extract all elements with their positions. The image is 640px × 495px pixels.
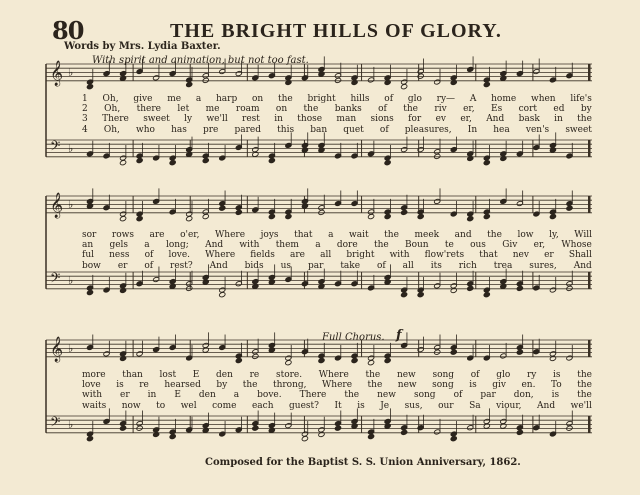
lyric-syllable: the (577, 390, 592, 401)
lyric-syllable: waits (82, 400, 107, 411)
note-head (384, 160, 391, 166)
note-head (120, 216, 127, 222)
lyric-syllable: don, (513, 390, 534, 401)
lyric-syllable: den (216, 370, 233, 380)
lyric-syllable: that (294, 230, 313, 240)
lyric-line (82, 250, 592, 260)
lyric-syllable: And (537, 400, 556, 411)
note-head (516, 349, 523, 355)
note-head (318, 358, 325, 364)
lyric-syllable: ness (109, 250, 130, 261)
note-head (483, 214, 490, 220)
lyric-syllable: our (438, 400, 454, 411)
lyric-syllable: bright (307, 94, 336, 104)
lyric-syllable: Je (380, 400, 390, 411)
note-head (401, 84, 408, 90)
lyric-syllable: er, (533, 240, 546, 251)
note-head (252, 353, 259, 359)
lyric-syllable: viour, (496, 400, 522, 411)
lyric-syllable: 1 (82, 94, 88, 104)
lyric-syllable: is (116, 380, 124, 391)
lyric-line (82, 380, 592, 390)
note-head (467, 216, 474, 222)
lyric-syllable: And (205, 240, 224, 251)
lyric-line (82, 125, 592, 135)
note-head (219, 205, 226, 211)
lyric-syllable: glo (496, 370, 511, 380)
lyrics-block (82, 370, 592, 411)
note-head (285, 214, 292, 220)
note-head (434, 153, 441, 159)
note-head (368, 360, 375, 366)
note-head (368, 214, 375, 220)
note-head (334, 425, 341, 431)
lyric-syllable: in (274, 114, 283, 125)
lyric-syllable: who (136, 124, 155, 135)
lyric-syllable: Oh, (102, 94, 119, 104)
lyric-syllable: the (367, 380, 383, 391)
lyric-syllable: take (340, 260, 361, 271)
lyric-syllable: the (344, 390, 360, 401)
lyric-syllable: joys (260, 230, 279, 240)
lyric-syllable: trea (493, 260, 513, 271)
lyric-syllable: pleasures, (404, 124, 452, 135)
note-head (566, 285, 573, 291)
note-head (450, 436, 457, 442)
lyric-syllable: with (389, 250, 410, 261)
lyric-syllable: te (444, 240, 454, 251)
lyric-syllable: of (453, 390, 463, 401)
note-head (417, 292, 424, 298)
lyric-syllable: harp (216, 94, 238, 104)
lyric-syllable: In (467, 124, 478, 135)
lyric-syllable: E (174, 390, 181, 401)
lyric-syllable: quet (343, 124, 364, 135)
lyric-syllable: And (486, 114, 505, 125)
note-head (202, 158, 209, 164)
lyric-syllable: meek (414, 230, 440, 240)
lyric-syllable: is (469, 380, 477, 391)
footer-note: Composed for the Baptist S. S. Union Anniversary, 1862. (205, 457, 521, 468)
lyric-line (82, 230, 592, 240)
lyric-syllable: store. (275, 370, 303, 380)
lyric-syllable: Sa (469, 400, 481, 411)
lyric-syllable: ry— (436, 94, 456, 104)
lyric-syllable: the (577, 370, 592, 380)
lyric-syllable: me (167, 94, 182, 104)
lyric-syllable: rest? (170, 260, 193, 271)
lyric-syllable: the (365, 370, 381, 380)
lyric-syllable: ven's (525, 124, 550, 135)
lyric-syllable: low (517, 230, 534, 240)
lyric-syllable: hearsed (164, 380, 201, 391)
note-head (483, 160, 490, 166)
lyric-syllable: ev (435, 114, 446, 125)
lyric-syllable: There (299, 390, 327, 401)
tempo-marking: With spirit and animation, but not too fast. (92, 55, 309, 66)
lyrics-block (82, 94, 592, 135)
note-head (384, 358, 391, 364)
note-head (268, 158, 275, 164)
lyric-syllable: its (430, 260, 442, 271)
lyric-syllable: let (177, 104, 190, 115)
lyric-syllable: new (397, 380, 417, 391)
lyric-syllable: hills (350, 94, 370, 104)
page-number: 80 (52, 16, 84, 45)
note-head (86, 436, 93, 442)
note-head (401, 429, 408, 435)
lyric-syllable: flow'rets (424, 250, 465, 261)
lyric-syllable: hea (493, 124, 510, 135)
lyric-syllable: dore (336, 240, 358, 251)
lyric-syllable: the (384, 230, 399, 240)
lyric-syllable: me (205, 104, 220, 115)
flat-icon: ♭ (68, 418, 74, 431)
note-head (401, 209, 408, 215)
lyric-syllable: sweet (565, 124, 592, 135)
lyric-syllable: And (573, 260, 592, 271)
lyric-syllable: them (275, 240, 299, 251)
lyric-syllable: the (577, 380, 592, 391)
note-head (368, 434, 375, 440)
note-head (285, 360, 292, 366)
lyric-syllable: ban (310, 124, 328, 135)
note-head (169, 160, 176, 166)
lyric-syllable: Where (205, 250, 236, 261)
lyric-syllable: sweet (143, 114, 170, 125)
treble-clef-icon: 𝄞 (50, 61, 64, 86)
lyric-syllable: a (144, 240, 150, 251)
lyric-syllable: re (249, 370, 260, 380)
lyric-syllable: ly (184, 114, 193, 125)
lyric-syllable: roam (235, 104, 260, 115)
note-head (169, 434, 176, 440)
lyric-syllable: giv (492, 380, 506, 391)
lyric-syllable: Oh, (104, 104, 121, 115)
lyric-syllable: Will (574, 230, 592, 240)
lyric-syllable: er, (463, 104, 475, 115)
note-head (186, 216, 193, 222)
lyric-syllable: life's (570, 94, 592, 104)
lyric-syllable: den (198, 390, 216, 401)
lyric-syllable: 2 (82, 104, 88, 115)
lyric-syllable: pre (202, 124, 219, 135)
lyric-syllable: wel (180, 400, 197, 411)
lyric-syllable: Where (215, 230, 246, 240)
lyric-syllable: the (242, 380, 258, 391)
lyric-syllable: E (192, 370, 200, 380)
lyric-syllable: us (280, 260, 292, 271)
lyric-syllable: the (278, 94, 293, 104)
lyric-syllable: now (121, 400, 141, 411)
bass-clef-icon: 𝄢 (50, 414, 61, 433)
lyric-syllable: is (553, 370, 561, 380)
lyric-syllable: To (550, 380, 562, 391)
lyric-syllable: of (384, 94, 394, 104)
note-head (186, 82, 193, 88)
note-head (120, 425, 127, 431)
lyric-syllable: ful (82, 250, 95, 261)
treble-clef-icon: 𝄞 (50, 337, 64, 362)
note-head (136, 158, 143, 164)
lyric-syllable: and (454, 230, 472, 240)
lyric-syllable: And (209, 260, 228, 271)
lyric-syllable: rest (242, 114, 260, 125)
flat-icon: ♭ (68, 342, 74, 355)
lyric-syllable: throng, (272, 380, 307, 391)
note-head (235, 209, 242, 215)
lyric-syllable: a (233, 390, 240, 401)
lyric-syllable: fields (250, 250, 275, 261)
note-head (86, 84, 93, 90)
lyric-syllable: of (377, 260, 386, 271)
lyric-syllable: a (328, 230, 334, 240)
note-head (219, 292, 226, 298)
lyric-syllable: sor (82, 230, 97, 240)
note-head (401, 292, 408, 298)
lyric-syllable: all (402, 260, 414, 271)
lyric-syllable: ry (526, 370, 537, 380)
lyric-syllable: Oh, (103, 124, 120, 135)
lyric-syllable: there (136, 104, 161, 115)
lyric-line (82, 104, 592, 114)
lyric-syllable: the (577, 114, 592, 125)
lyric-syllable: Boun (404, 240, 429, 251)
lyric-syllable: all (320, 250, 332, 261)
lyric-syllable: are (289, 250, 305, 261)
lyric-syllable: the (487, 230, 502, 240)
lyric-syllable: of (379, 124, 389, 135)
lyric-syllable: the (373, 240, 389, 251)
lyric-syllable: on (252, 94, 264, 104)
lyric-syllable: en. (521, 380, 536, 391)
lyric-syllable: bright (346, 250, 375, 261)
lyric-line (82, 261, 592, 271)
lyric-syllable: 4 (82, 124, 88, 135)
lyric-syllable: Where (318, 370, 349, 380)
note-head (202, 214, 209, 220)
note-head (186, 285, 193, 291)
lyric-syllable: long; (165, 240, 189, 251)
lyric-syllable: a (195, 94, 202, 104)
lyric-syllable: man (336, 114, 357, 125)
lyric-syllable: we'll (206, 114, 228, 125)
lyric-syllable: of (378, 104, 387, 115)
lyric-syllable: come (212, 400, 237, 411)
lyric-syllable: home (491, 94, 517, 104)
lyric-syllable: pared (234, 124, 262, 135)
lyric-syllable: give (133, 94, 153, 104)
lyric-syllable: for (408, 114, 422, 125)
lyric-line (82, 114, 592, 124)
lyric-line (82, 370, 592, 380)
lyric-syllable: Whose (561, 240, 592, 251)
note-head (252, 425, 259, 431)
lyric-syllable: by (580, 104, 592, 115)
lyric-syllable: gels (109, 240, 129, 251)
lyric-syllable: rich (458, 260, 477, 271)
note-head (566, 205, 573, 211)
lyric-syllable: par (307, 260, 324, 271)
flat-icon: ♭ (68, 66, 74, 79)
lyric-syllable: sus, (404, 400, 423, 411)
lyric-syllable: love (82, 380, 101, 391)
lyric-syllable: o'er, (180, 230, 200, 240)
lyric-syllable: song (432, 370, 455, 380)
lyric-syllable: are (149, 230, 165, 240)
lyric-syllable: in (554, 114, 563, 125)
lyric-syllable: of (144, 260, 154, 271)
lyric-syllable: bids (244, 260, 264, 271)
lyric-syllable: love. (168, 250, 191, 261)
note-head (483, 292, 490, 298)
lyric-syllable: the (403, 104, 419, 115)
lyric-syllable: There (102, 114, 129, 125)
flat-icon: ♭ (68, 142, 74, 155)
lyric-syllable: sions (370, 114, 394, 125)
lyric-syllable: has (171, 124, 187, 135)
lyric-syllable: new (396, 370, 416, 380)
lyric-syllable: to (156, 400, 166, 411)
note-head (351, 358, 358, 364)
lyric-syllable: er (117, 260, 128, 271)
treble-clef-icon: 𝄞 (50, 193, 64, 218)
flat-icon: ♭ (68, 198, 74, 211)
lyric-line (82, 94, 592, 104)
note-head (467, 285, 474, 291)
lyric-syllable: lost (159, 370, 177, 380)
lyric-syllable: the (303, 104, 319, 115)
lyric-syllable: Where (322, 380, 353, 391)
lyric-syllable: Shall (568, 250, 592, 261)
lyric-line (82, 390, 592, 400)
note-head (516, 285, 523, 291)
lyric-syllable: glo (407, 94, 422, 104)
lyric-syllable: wait (349, 230, 369, 240)
lyric-syllable: er (544, 250, 554, 261)
note-head (318, 209, 325, 215)
lyric-syllable: ous (470, 240, 486, 251)
lyric-syllable: sures, (529, 260, 557, 271)
bass-clef-icon: 𝄢 (50, 138, 61, 157)
music-system-2 (46, 192, 592, 310)
hymn-title: THE BRIGHT HILLS OF GLORY. (170, 20, 502, 42)
lyric-syllable: with (239, 240, 260, 251)
lyric-syllable: is (551, 390, 560, 401)
lyric-syllable: when (530, 94, 556, 104)
lyric-syllable: bask (518, 114, 540, 125)
lyric-syllable: riv (434, 104, 447, 115)
lyric-syllable: guest? (289, 400, 319, 411)
lyric-syllable: Giv (502, 240, 518, 251)
lyric-syllable: we'll (570, 400, 592, 411)
note-head (549, 214, 556, 220)
lyric-syllable: banks (334, 104, 362, 115)
dynamic-marking: f (396, 328, 402, 343)
note-head (235, 358, 242, 364)
lyric-syllable: er, (460, 114, 472, 125)
lyric-syllable: that (479, 250, 498, 261)
lyric-syllable: rows (111, 230, 134, 240)
lyric-syllable: than (122, 370, 143, 380)
lyric-syllable: on (275, 104, 288, 115)
lyric-syllable: nev (512, 250, 529, 261)
lyric-syllable: this (277, 124, 295, 135)
lyric-syllable: par (480, 390, 496, 401)
lyric-syllable: ed (553, 104, 565, 115)
note-head (301, 436, 308, 442)
lyric-syllable: bove. (257, 390, 282, 401)
flat-icon: ♭ (68, 274, 74, 287)
lyric-line (82, 401, 592, 411)
lyric-syllable: bow (82, 260, 101, 271)
lyric-line (82, 240, 592, 250)
lyric-syllable: more (82, 370, 106, 380)
lyric-syllable: a (315, 240, 321, 251)
lyric-syllable: in (147, 390, 157, 401)
music-system-3 (46, 336, 592, 454)
lyric-syllable: cort (518, 104, 538, 115)
note-head (136, 216, 143, 222)
words-credit: Words by Mrs. Lydia Baxter. (64, 41, 221, 52)
lyric-syllable: song (413, 390, 436, 401)
lyric-syllable: Es (491, 104, 503, 115)
lyric-syllable: 3 (82, 114, 88, 125)
lyric-syllable: song (432, 380, 454, 391)
chorus-marking: Full Chorus. (322, 332, 385, 343)
lyric-syllable: an (82, 240, 94, 251)
lyric-syllable: A (469, 94, 477, 104)
note-head (516, 429, 523, 435)
lyric-syllable: with (82, 390, 102, 401)
lyric-syllable: It (334, 400, 342, 411)
lyric-syllable: those (297, 114, 323, 125)
bass-clef-icon: 𝄢 (50, 270, 61, 289)
note-head (384, 214, 391, 220)
note-head (268, 214, 275, 220)
lyric-syllable: re (139, 380, 149, 391)
note-head (450, 349, 457, 355)
note-head (417, 214, 424, 220)
lyric-syllable: of (144, 250, 154, 261)
lyric-syllable: er (120, 390, 130, 401)
lyric-syllable: new (377, 390, 396, 401)
lyric-syllable: of (470, 370, 480, 380)
lyric-syllable: is (357, 400, 365, 411)
lyric-syllable: ly, (549, 230, 559, 240)
lyric-syllable: by (216, 380, 228, 391)
note-head (86, 290, 93, 296)
note-head (120, 160, 127, 166)
lyrics-block (82, 230, 592, 271)
music-system-1 (46, 60, 592, 178)
lyric-syllable: each (251, 400, 274, 411)
note-head (483, 82, 490, 88)
